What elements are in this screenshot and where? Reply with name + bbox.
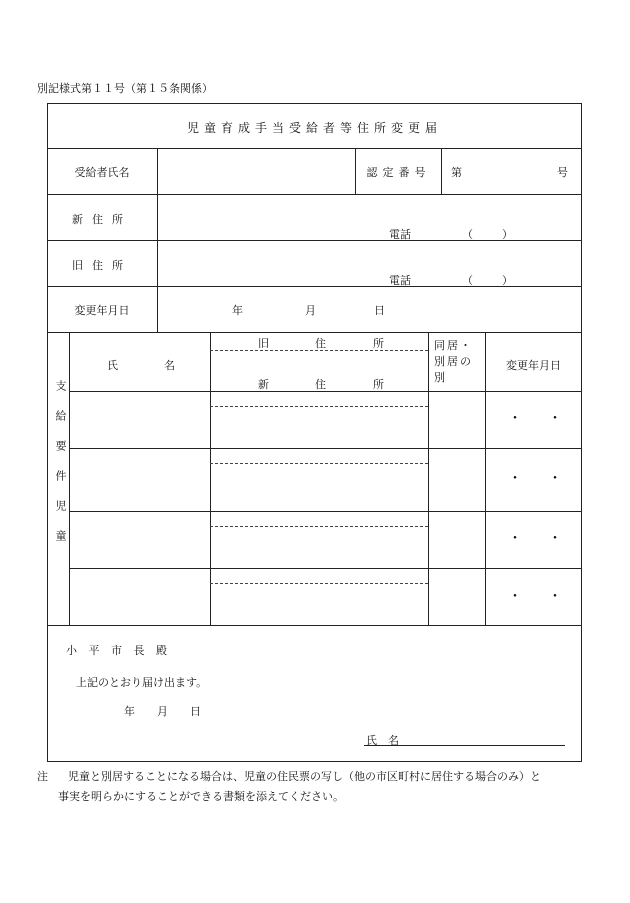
old-address-label: 旧住所: [72, 259, 132, 272]
old-address-phone-close: ）: [502, 274, 513, 287]
divider: [47, 625, 582, 626]
old-address-field[interactable]: [158, 242, 580, 266]
child-new-address-header-1: 新: [258, 378, 269, 391]
child-date-separator: ・: [548, 531, 562, 547]
new-address-phone-close: ）: [502, 228, 513, 241]
signature-name-field[interactable]: [410, 726, 565, 744]
child-change-date-header: 変更年月日: [506, 359, 561, 372]
child-date-separator: ・: [508, 589, 522, 605]
cohabitation-header-2: 別居の: [434, 355, 473, 368]
child-date-separator: ・: [548, 589, 562, 605]
new-address-field[interactable]: [158, 196, 580, 220]
child-date-separator: ・: [508, 411, 522, 427]
cert-number-field[interactable]: [466, 150, 552, 192]
child-address-field[interactable]: [211, 512, 427, 567]
child-old-address-header-3: 所: [373, 337, 384, 350]
child-date-separator: ・: [548, 411, 562, 427]
child-old-address-header-1: 旧: [258, 337, 269, 350]
child-name-field[interactable]: [70, 392, 209, 447]
new-address-phone-open: （: [462, 228, 473, 241]
form-title: 児童育成手当受給者等住所変更届: [186, 121, 442, 135]
old-address-phone-label: 電話: [389, 274, 411, 287]
cohabitation-header-1: 同居・: [434, 339, 473, 352]
divider: [47, 148, 582, 149]
child-address-field[interactable]: [211, 392, 427, 447]
child-address-field[interactable]: [211, 569, 427, 624]
child-cohabitation-field[interactable]: [429, 569, 484, 624]
change-date-label: 変更年月日: [74, 304, 130, 317]
note-marker: 注: [37, 770, 48, 783]
child-name-field[interactable]: [70, 512, 209, 567]
new-address-label: 新住所: [72, 213, 132, 226]
child-date-separator: ・: [548, 471, 562, 487]
cert-number-suffix: 号: [557, 166, 568, 179]
child-name-header-1: 氏: [107, 359, 118, 372]
cert-number-prefix: 第: [451, 166, 462, 179]
signature-underline: [364, 745, 565, 746]
change-date-day: 日: [374, 304, 385, 317]
declaration-text: 上記のとおり届け出ます。: [76, 676, 208, 689]
child-date-separator: ・: [508, 471, 522, 487]
divider: [47, 332, 582, 333]
note-line-1: 児童と別居することになる場合は、児童の住民票の写し（他の市区町村に居住する場合のみ）と: [68, 770, 541, 783]
child-cohabitation-field[interactable]: [429, 449, 484, 510]
signature-date: 年 月 日: [124, 705, 201, 718]
divider: [485, 332, 486, 625]
change-date-month: 月: [305, 304, 316, 317]
child-name-field[interactable]: [70, 449, 209, 510]
child-new-address-header-3: 所: [373, 378, 384, 391]
child-old-address-header-2: 住: [315, 337, 326, 350]
old-address-phone-open: （: [462, 274, 473, 287]
recipient-name-label: 受給者氏名: [74, 166, 130, 179]
divider: [47, 194, 582, 195]
form-reference: 別記様式第１１号（第１５条関係）: [37, 82, 213, 95]
cohabitation-header-3: 別: [434, 371, 445, 384]
child-address-field[interactable]: [211, 449, 427, 510]
cert-number-label: 認定番号: [366, 166, 431, 179]
child-date-separator: ・: [508, 531, 522, 547]
child-cohabitation-field[interactable]: [429, 512, 484, 567]
child-name-header-2: 名: [164, 359, 175, 372]
mayor-addressee: 小 平 市 長 殿: [66, 644, 171, 657]
child-name-field[interactable]: [70, 569, 209, 624]
note-line-2: 事実を明らかにすることができる書類を添えてください。: [58, 790, 344, 803]
child-new-address-header-2: 住: [315, 378, 326, 391]
new-address-phone-label: 電話: [389, 228, 411, 241]
divider: [441, 148, 442, 194]
change-date-year: 年: [232, 304, 243, 317]
children-section-label: 支給要件児童: [54, 380, 67, 560]
recipient-name-field[interactable]: [158, 150, 354, 192]
signature-name-label: 氏 名: [366, 734, 399, 747]
child-cohabitation-field[interactable]: [429, 392, 484, 447]
